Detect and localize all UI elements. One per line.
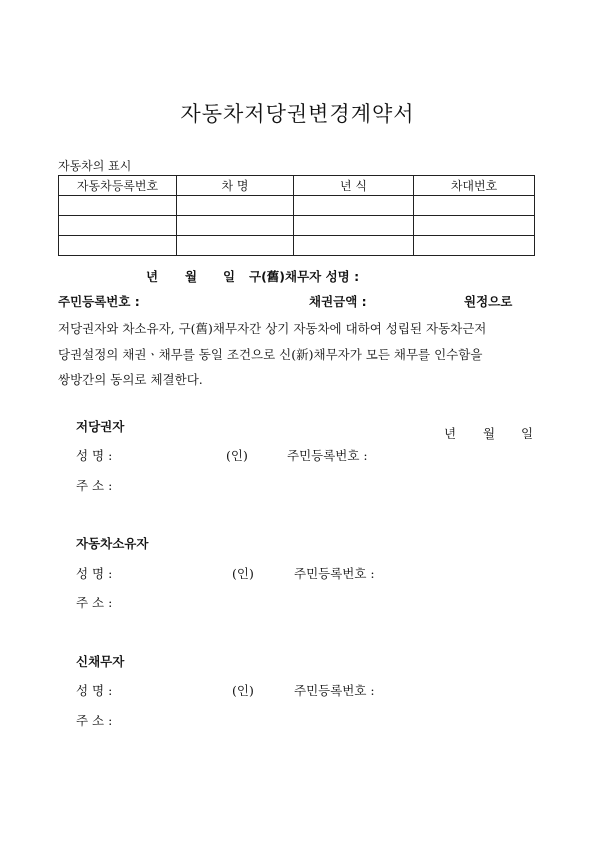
agreement-line: 저당권자와 차소유자, 구(舊)채무자간 상기 자동차에 대하여 성립된 자동차근저	[58, 321, 487, 336]
table-cell[interactable]	[177, 236, 294, 256]
claim-amount-label: 채권금액 :	[309, 294, 367, 309]
vehicle-owner-name-label: 성 명 :	[76, 566, 113, 581]
table-cell[interactable]	[294, 196, 414, 216]
column-header-chassis-no: 차대번호	[414, 176, 535, 196]
agreement-line: 쌍방간의 동의로 체결한다.	[58, 372, 203, 387]
new-debtor-heading: 신채무자	[76, 654, 125, 669]
table-cell[interactable]	[177, 216, 294, 236]
vehicle-owner-resident-label: 주민등록번호 :	[294, 566, 375, 581]
vehicle-table	[58, 175, 535, 256]
mortgagee-resident-label: 주민등록번호 :	[287, 448, 368, 463]
date-month-label: 월	[483, 426, 496, 441]
table-row	[59, 236, 535, 256]
table-cell[interactable]	[294, 236, 414, 256]
new-debtor-seal-label: (인)	[232, 683, 254, 698]
table-row	[59, 196, 535, 216]
new-debtor-address-label: 주 소 :	[76, 713, 113, 728]
currency-suffix: 원정으로	[464, 294, 513, 309]
column-header-registration-no: 자동차등록번호	[59, 176, 177, 196]
debtor-month-label: 월	[185, 269, 198, 284]
column-header-model-year: 년 식	[294, 176, 414, 196]
table-cell[interactable]	[414, 236, 535, 256]
document-title: 자동차저당권변경계약서	[180, 102, 415, 126]
table-cell[interactable]	[59, 236, 177, 256]
date-year-label: 년	[444, 426, 457, 441]
vehicle-section-label: 자동차의 표시	[58, 159, 132, 173]
table-row	[59, 216, 535, 236]
new-debtor-resident-label: 주민등록번호 :	[294, 683, 375, 698]
mortgagee-name-label: 성 명 :	[76, 448, 113, 463]
table-cell[interactable]	[59, 196, 177, 216]
new-debtor-name-label: 성 명 :	[76, 683, 113, 698]
table-cell[interactable]	[294, 216, 414, 236]
debtor-day-label: 일	[223, 269, 236, 284]
debtor-year-label: 년	[146, 269, 159, 284]
vehicle-table-header	[59, 176, 535, 196]
agreement-line: 당권설정의 채권ㆍ채무를 동일 조건으로 신(新)채무자가 모든 채무를 인수함을	[58, 346, 483, 362]
agreement-paragraph	[58, 316, 536, 393]
mortgagee-seal-label: (인)	[226, 448, 248, 463]
vehicle-owner-heading: 자동차소유자	[76, 536, 149, 551]
table-cell[interactable]	[414, 216, 535, 236]
old-debtor-name-label: 구(舊)채무자 성명 :	[249, 269, 360, 284]
table-cell[interactable]	[177, 196, 294, 216]
date-day-label: 일	[521, 426, 534, 441]
table-cell[interactable]	[59, 216, 177, 236]
column-header-car-name: 차 명	[177, 176, 294, 196]
vehicle-owner-address-label: 주 소 :	[76, 595, 113, 610]
mortgagee-address-label: 주 소 :	[76, 478, 113, 493]
mortgagee-heading: 저당권자	[76, 419, 125, 434]
table-cell[interactable]	[414, 196, 535, 216]
vehicle-owner-seal-label: (인)	[232, 566, 254, 581]
resident-number-label: 주민등록번호 :	[58, 294, 140, 309]
